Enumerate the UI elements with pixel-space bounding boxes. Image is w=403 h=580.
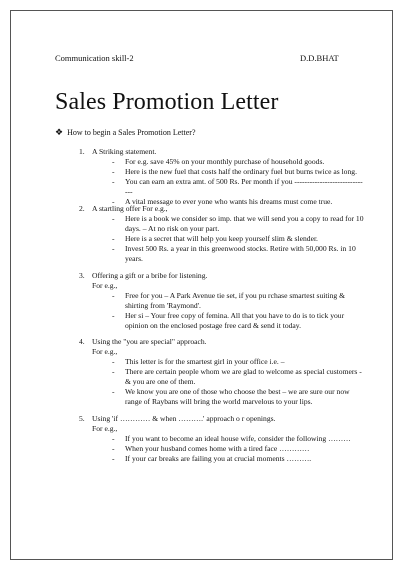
section-sublabel: For e.g.,	[92, 347, 118, 356]
header-left: Communication skill-2	[55, 53, 134, 63]
document-page	[10, 10, 393, 560]
intro-line	[55, 128, 196, 137]
list-item: - If your car breaks are failing you at crucial moments ……….	[112, 454, 312, 463]
list-item: - If you want to become an ideal house wife, consider the following ………	[112, 434, 351, 443]
section-4	[79, 337, 365, 407]
list-item: - Free for you – A Park Avenue tie set, if you pu rchase smartest suiting & shirting from 'Raymond'.	[112, 291, 346, 310]
header-right: D.D.BHAT	[300, 53, 339, 63]
list-item: - Here is a secret that will help you keep yourself slim & slender.	[112, 234, 318, 243]
list-item: - When your husband comes home with a tired face …………	[112, 444, 310, 453]
list-item: - You can earn an extra amt. of 500 Rs. Per month if you ------------------------------	[112, 177, 363, 196]
page-title: Sales Promotion Letter	[55, 89, 279, 115]
list-item: - Invest 500 Rs. a year in this greenwood stocks. Retire with 50,000 Rs. in 10 years.	[112, 244, 356, 263]
section-number: 5.	[79, 414, 85, 423]
section-heading: Using the "you are special" approach.	[92, 337, 207, 346]
section-heading: A Striking statement.	[92, 147, 157, 156]
section-number: 2.	[79, 204, 85, 213]
section-number: 1.	[79, 147, 85, 156]
section-2	[79, 204, 365, 264]
section-1	[79, 147, 365, 207]
list-item: - There are certain people whom we are glad to welcome as special customers - & you are one of them.	[112, 367, 362, 386]
section-heading: Offering a gift or a bribe for listening.	[92, 271, 208, 280]
section-3	[79, 271, 365, 331]
list-item: - Here is the new fuel that costs half the ordinary fuel but burns twice as long.	[112, 167, 357, 176]
list-item: - This letter is for the smartest girl in your office i.e. –	[112, 357, 285, 366]
list-item: - A vital message to ever yone who wants his dreams must come true.	[112, 197, 333, 206]
section-5	[79, 414, 365, 464]
intro-text: How to begin a Sales Promotion Letter?	[67, 128, 196, 137]
section-number: 3.	[79, 271, 85, 280]
list-item: - For e.g. save 45% on your monthly purchase of household goods.	[112, 157, 325, 166]
section-heading: A startling offer For e.g.,	[92, 204, 168, 213]
section-number: 4.	[79, 337, 85, 346]
section-sublabel: For e.g.,	[92, 424, 118, 433]
four-diamond-bullet-icon: ❖	[55, 127, 64, 137]
section-heading: Using 'if ………… & when ……….' approach o r openings.	[92, 414, 276, 423]
list-item: - Her si – Your free copy of femina. All that you have to do is to tick your opinion on the enclosed postage free card & send it today.	[112, 311, 345, 330]
section-sublabel: For e.g.,	[92, 281, 118, 290]
list-item: - Here is a book we consider so imp. that we will send you a copy to read for 10 days. – At no risk on your part.	[112, 214, 364, 233]
list-item: - We know you are one of those who choose the best – we are sure our now range of Raybans will bring the world marvelous to your lips.	[112, 387, 350, 406]
